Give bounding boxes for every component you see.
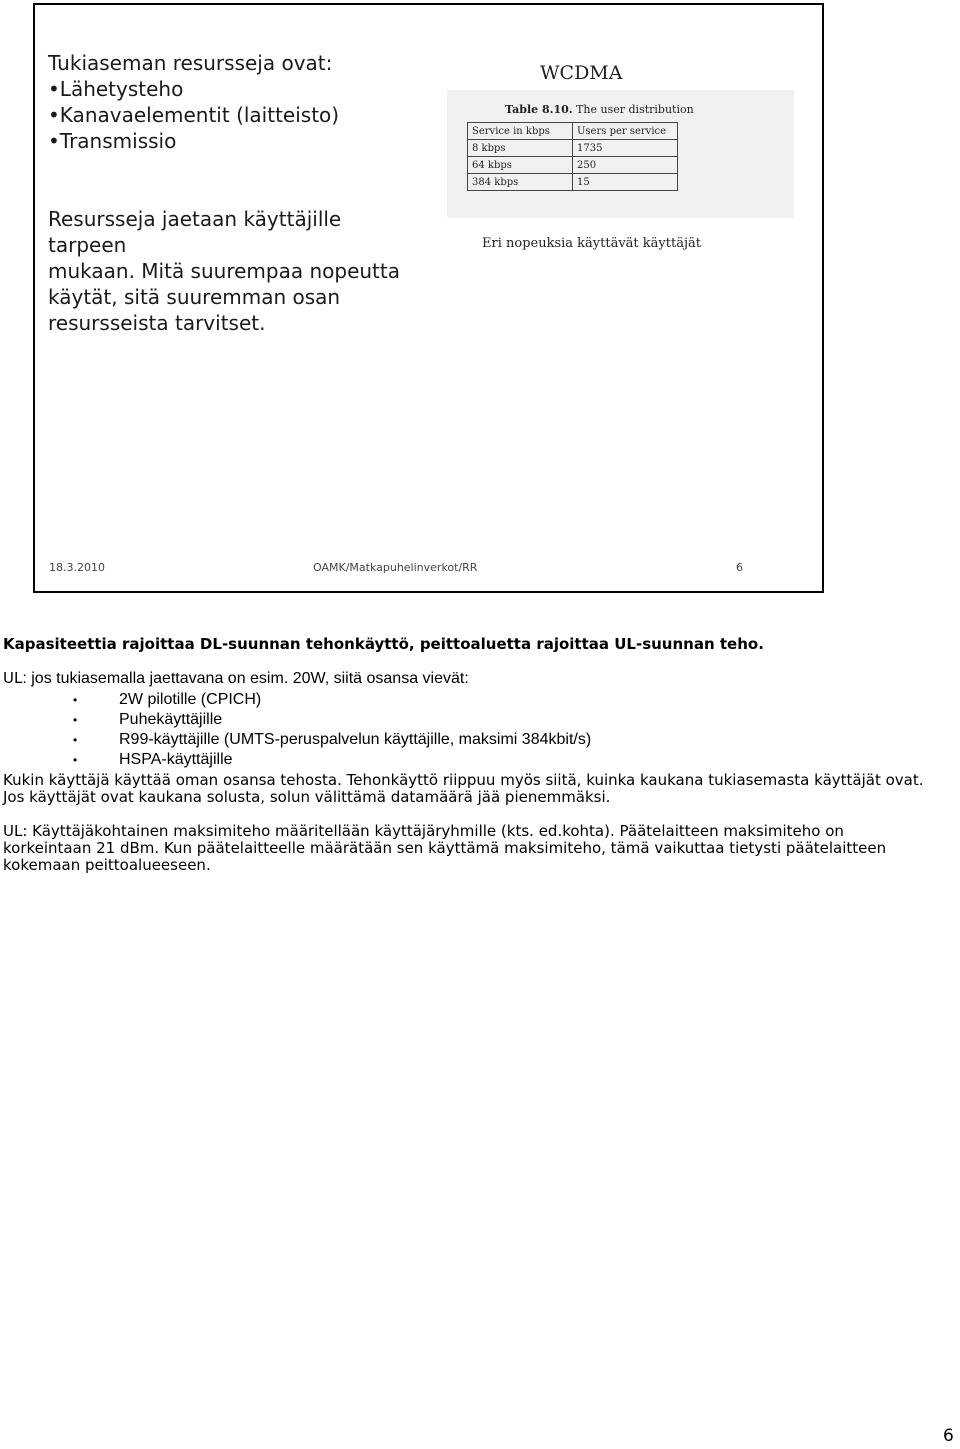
list-item: • R99-käyttäjille (UMTS-peruspalvelun käyttäjille, maksimi 384kbit/s) (3, 730, 933, 750)
list-item: • HSPA-käyttäjille (3, 750, 933, 770)
slide-left-text (48, 50, 418, 336)
column-header: Users per service (573, 123, 678, 140)
table-cell: 15 (573, 174, 678, 191)
list-item: • Puhekäyttäjille (3, 710, 933, 730)
list-item: • Transmissio (48, 128, 418, 154)
power-paragraph: Kukin käyttäjä käyttää oman osansa tehosta. Tehonkäyttö riippuu myös siitä, kuinka kaukana tukiasemasta käyttäjät ovat. Jos käyttäjät ovat kaukana solusta, solun välittämä datamäärä jää pienemmäksi. (3, 771, 924, 806)
table-note: Eri nopeuksia käyttävät käyttäjät (482, 236, 701, 251)
user-distribution-table (467, 122, 678, 191)
notes-section (3, 636, 933, 874)
slide-heading: Tukiaseman resursseja ovat: (48, 51, 333, 75)
resource-list (48, 76, 418, 154)
column-header: Service in kbps (468, 123, 573, 140)
table-row (468, 140, 678, 157)
power-distribution-list (3, 690, 933, 770)
resource-sharing-text: Resursseja jaetaan käyttäjille tarpeen mukaan. Mitä suurempaa nopeutta käytät, sitä suuremman osan resursseista tarvitset. (48, 207, 400, 335)
list-item: • 2W pilotille (CPICH) (3, 690, 933, 710)
table-cell: 1735 (573, 140, 678, 157)
slide-footer-date: 18.3.2010 (49, 561, 105, 574)
table-row (468, 157, 678, 174)
table-cell: 384 kbps (468, 174, 573, 191)
table-cell: 250 (573, 157, 678, 174)
ul-intro: UL: jos tukiasemalla jaettavana on esim. 20W, siitä osansa vievät: (3, 669, 469, 687)
wcdma-title: WCDMA (540, 62, 623, 84)
list-item: • Lähetysteho (48, 76, 418, 102)
table-header-row (468, 123, 678, 140)
list-item: • Kanavaelementit (laitteisto) (48, 102, 418, 128)
table-cell: 8 kbps (468, 140, 573, 157)
table-cell: 64 kbps (468, 157, 573, 174)
table-row (468, 174, 678, 191)
ul-max-power-paragraph: UL: Käyttäjäkohtainen maksimiteho määritellään käyttäjäryhmille (kts. ed.kohta). Päätelaitteen maksimiteho on korkeintaan 21 dBm. Kun päätelaitteelle määrätään sen käyttämä maksimiteho, tämä vaikuttaa tietysti päätelaitteen kokemaan peittoalueeseen. (3, 822, 887, 874)
page-number: 6 (943, 1426, 954, 1446)
slide-footer-organization: OAMK/Matkapuhelinverkot/RR (313, 561, 478, 574)
table-caption: Table 8.10. The user distribution (505, 103, 694, 116)
slide-footer-number: 6 (736, 561, 743, 574)
capacity-statement: Kapasiteettia rajoittaa DL-suunnan tehonkäyttö, peittoaluetta rajoittaa UL-suunnan teho. (3, 635, 764, 653)
